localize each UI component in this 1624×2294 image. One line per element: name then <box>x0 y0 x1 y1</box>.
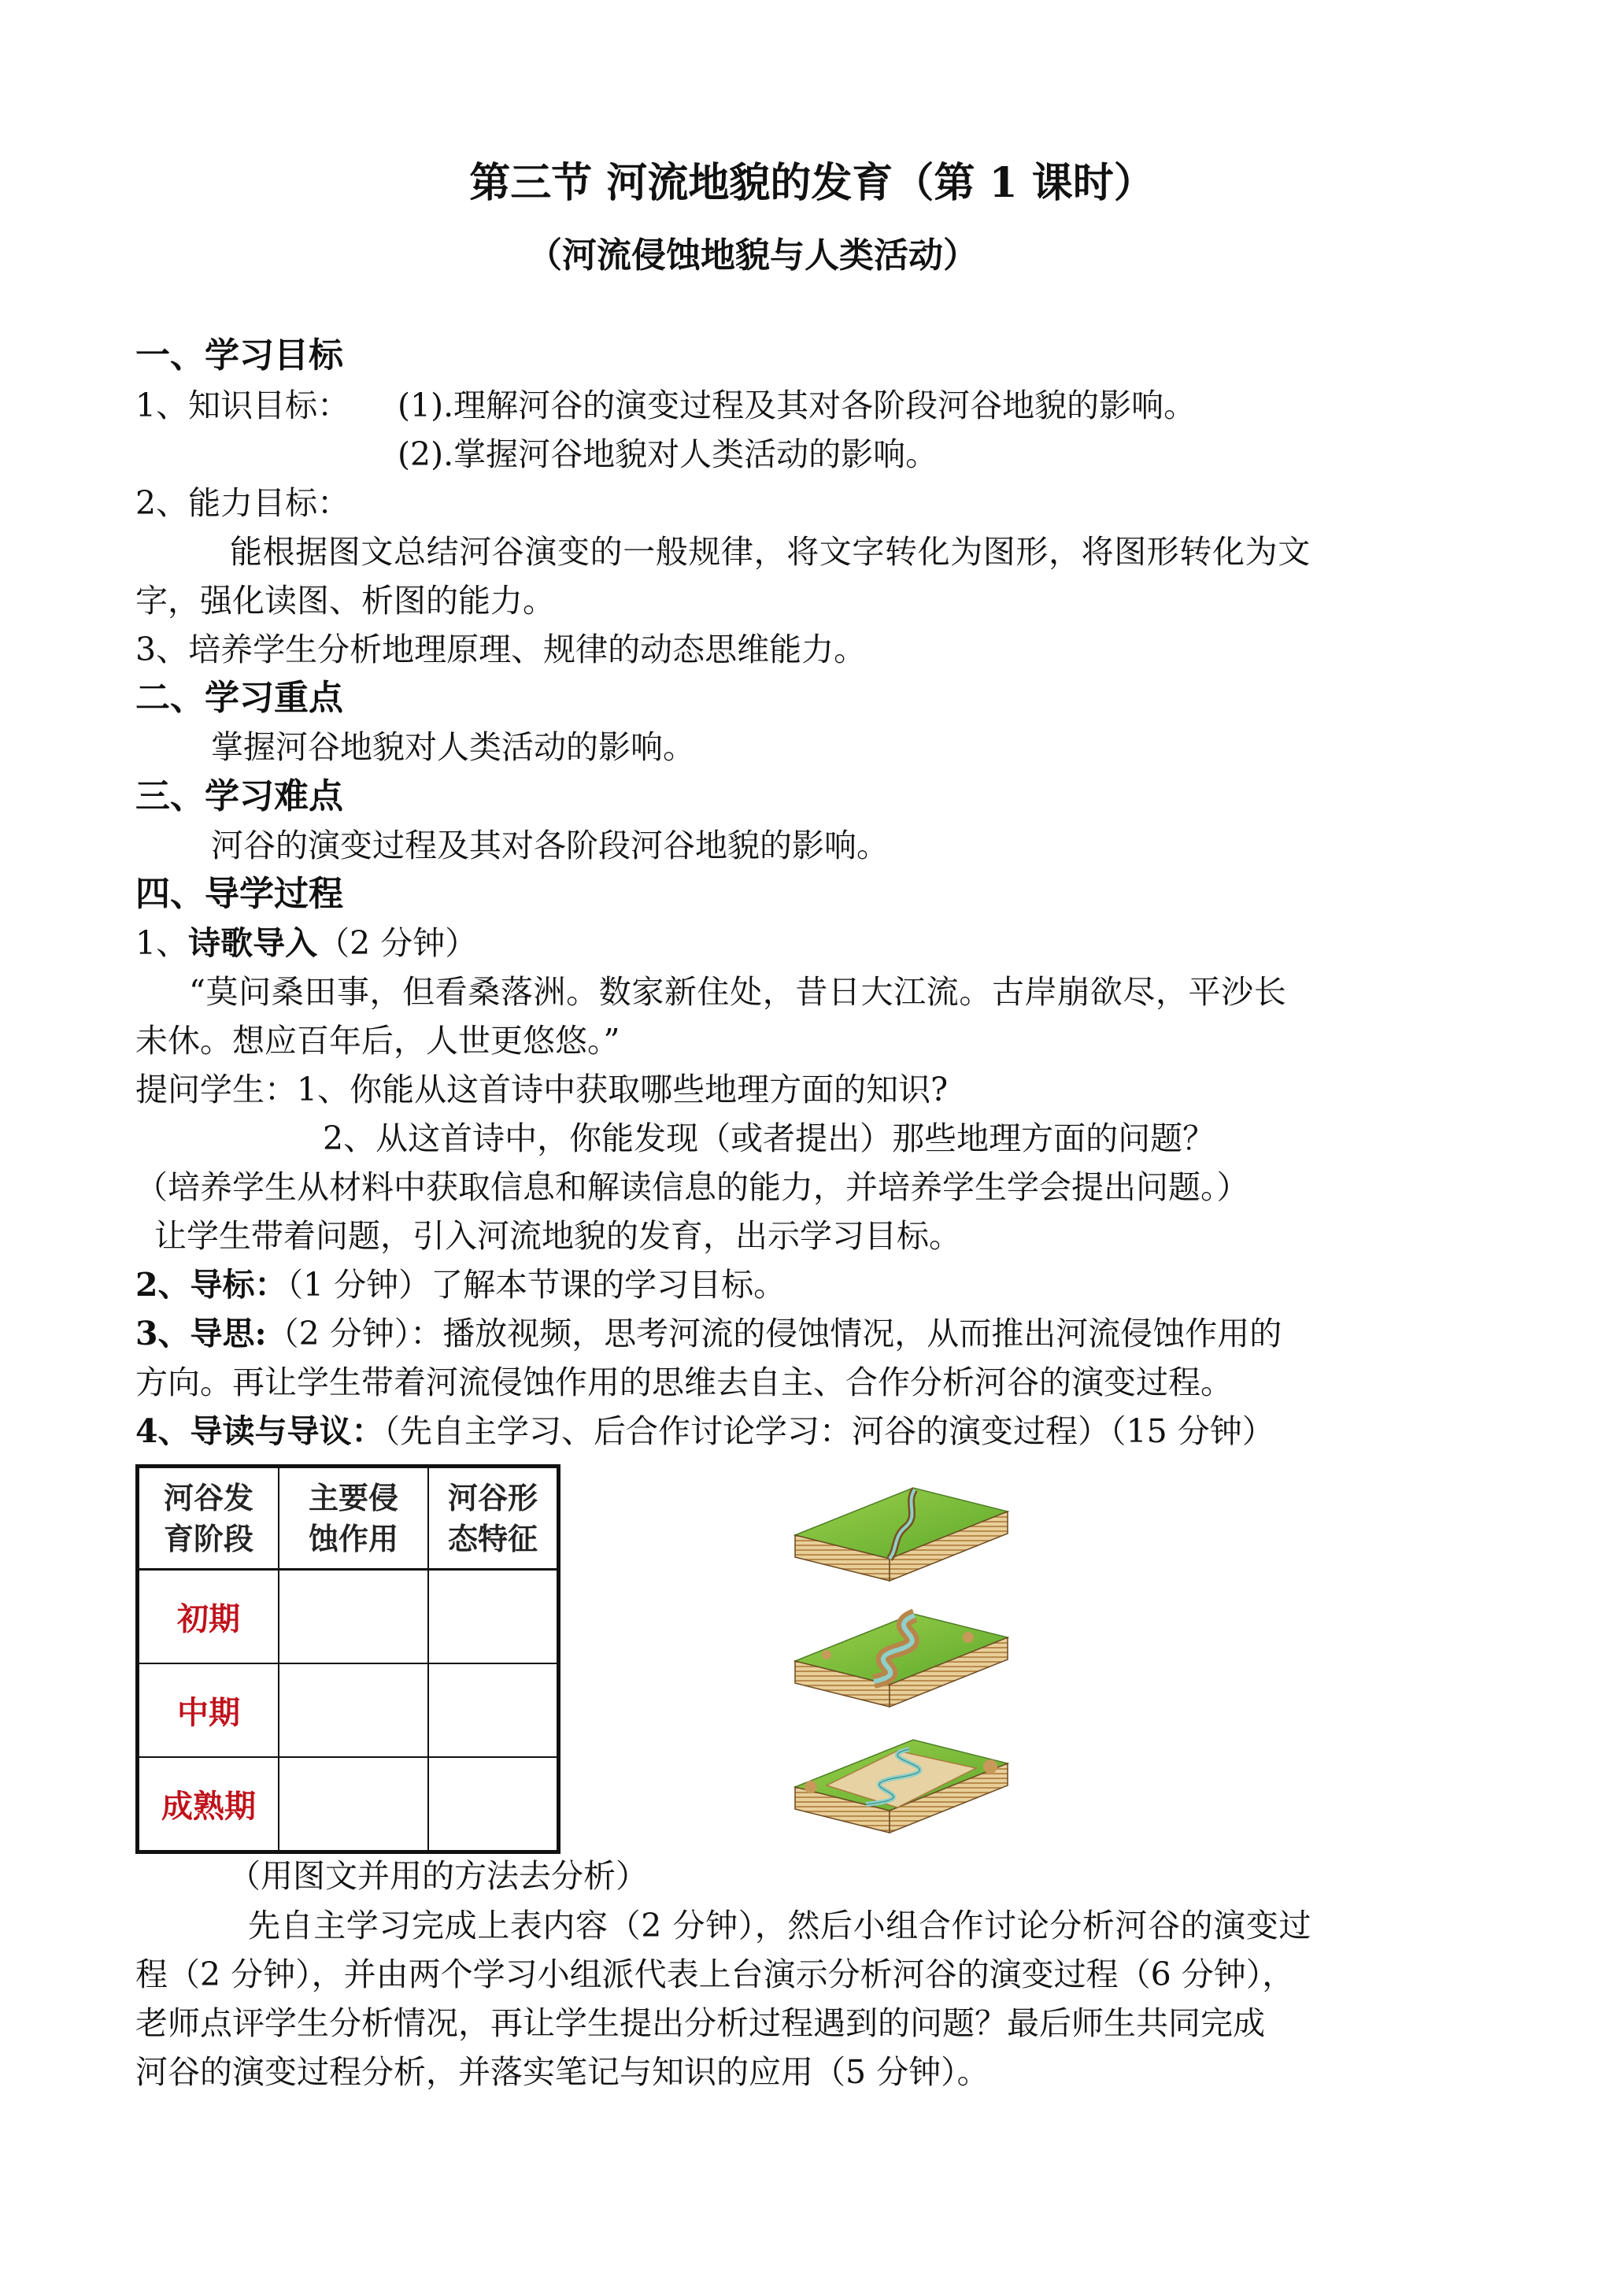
process-paragraph-line-1: 先自主学习完成上表内容（2 分钟），然后小组合作讨论分析河谷的演变过 <box>248 1907 1312 1944</box>
header-stage <box>138 1467 279 1570</box>
ability-objective-line-1: 能根据图文总结河谷演变的一般规律，将文字转化为图形，将图形转化为文 <box>230 533 1311 571</box>
early-stage-block <box>795 1488 1008 1581</box>
step-1-title: 诗歌导入 <box>188 924 318 962</box>
header-shape <box>428 1467 559 1570</box>
step-3-line-2: 方向。再让学生带着河流侵蚀作用的思维去自主、合作分析河谷的演变过程。 <box>135 1363 1233 1401</box>
ability-objective-label: 2、能力目标： <box>135 484 350 522</box>
method-note: （用图文并用的方法去分析） <box>228 1857 648 1895</box>
header-stage-line-1: 河谷发 <box>163 1480 253 1515</box>
valley-evolution-illustration <box>779 1480 1015 1850</box>
section-heading-process: 四、导学过程 <box>135 874 343 914</box>
section-heading-key-points: 二、学习重点 <box>135 678 343 718</box>
process-paragraph-line-4: 河谷的演变过程分析，并落实笔记与知识的应用（5 分钟）。 <box>135 2053 990 2091</box>
poem-line-2: 未休。想应百年后，人世更悠悠。” <box>135 1022 620 1060</box>
step-1-duration: （2 分钟） <box>317 924 478 962</box>
knowledge-objective-1: (1).理解河谷的演变过程及其对各阶段河谷地貌的影响。 <box>398 387 1197 424</box>
table-row <box>138 1570 559 1664</box>
erosion-cell-mature[interactable] <box>279 1757 428 1852</box>
shape-cell-middle[interactable] <box>428 1663 559 1757</box>
erosion-cell-middle[interactable] <box>279 1663 428 1757</box>
header-erosion <box>279 1467 428 1570</box>
page-title: 第三节 河流地貌的发育（第 1 课时） <box>469 159 1155 207</box>
erosion-cell-early[interactable] <box>279 1570 428 1664</box>
knowledge-objective-2: (2).掌握河谷地貌对人类活动的影响。 <box>398 435 938 473</box>
table-row <box>138 1757 559 1852</box>
stage-early: 初期 <box>138 1570 279 1664</box>
stage-middle: 中期 <box>138 1663 279 1757</box>
step-3-line <box>135 1310 1282 1357</box>
valley-stage-table <box>135 1464 560 1854</box>
objective-item-3: 3、培养学生分析地理原理、规律的动态思维能力。 <box>135 631 867 668</box>
header-shape-line-1: 河谷形 <box>447 1480 538 1515</box>
middle-stage-block <box>795 1614 1008 1707</box>
poem-line-1: “莫问桑田事，但看桑落洲。数家新住处，昔日大江流。古岸崩欲尽，平沙长 <box>189 973 1287 1011</box>
step-3-text: （2 分钟）：播放视频，思考河流的侵蚀情况，从而推出河流侵蚀作用的 <box>266 1315 1282 1352</box>
process-paragraph-line-3: 老师点评学生分析情况，再让学生提出分析过程遇到的问题？最后师生共同完成 <box>135 2004 1265 2042</box>
question-1: 提问学生：1、你能从这首诗中获取哪些地理方面的知识? <box>135 1071 949 1108</box>
step-2-line <box>135 1261 786 1308</box>
shape-cell-mature[interactable] <box>428 1757 559 1852</box>
question-2: 2、从这首诗中，你能发现（或者提出）那些地理方面的问题？ <box>323 1119 1215 1157</box>
step-4-line <box>135 1408 1274 1455</box>
header-stage-line-2: 育阶段 <box>163 1521 253 1556</box>
step-4-text: （先自主学习、后合作讨论学习：河谷的演变过程）（15 分钟） <box>383 1412 1274 1450</box>
header-shape-line-2: 态特征 <box>447 1521 538 1556</box>
difficulties-text: 河谷的演变过程及其对各阶段河谷地貌的影响。 <box>211 827 889 864</box>
step-4-title: 4、导读与导议： <box>135 1412 384 1450</box>
shape-cell-early[interactable] <box>428 1570 559 1664</box>
header-erosion-line-1: 主要侵 <box>308 1480 398 1515</box>
lead-in-text: 让学生带着问题，引入河流地貌的发育，出示学习目标。 <box>154 1217 961 1255</box>
step-3-title: 3、导思: <box>135 1315 267 1352</box>
process-paragraph-line-2: 程（2 分钟），并由两个学习小组派代表上台演示分析河谷的演变过程（6 分钟）， <box>135 1955 1295 1993</box>
section-heading-difficulties: 三、学习难点 <box>135 776 343 816</box>
step-2-text: （1 分钟）了解本节课的学习目标。 <box>287 1266 786 1304</box>
table-row <box>138 1663 559 1757</box>
mature-stage-block <box>795 1740 1008 1833</box>
step-1-line <box>135 919 477 967</box>
section-heading-objectives: 一、学习目标 <box>135 335 343 376</box>
table-header-row <box>138 1467 559 1570</box>
step-2-title: 2、导标： <box>135 1266 287 1304</box>
ability-objective-line-2: 字，强化读图、析图的能力。 <box>135 582 555 620</box>
key-points-text: 掌握河谷地貌对人类活动的影响。 <box>211 728 695 766</box>
step-1-number: 1、 <box>135 924 189 962</box>
knowledge-objective-label: 1、知识目标： <box>135 387 350 424</box>
teaching-note: （培养学生从材料中获取信息和解读信息的能力，并培养学生学会提出问题。） <box>135 1168 1249 1206</box>
page-subtitle: （河流侵蚀地貌与人类活动） <box>527 235 978 276</box>
stage-mature: 成熟期 <box>138 1757 279 1852</box>
header-erosion-line-2: 蚀作用 <box>308 1521 398 1556</box>
